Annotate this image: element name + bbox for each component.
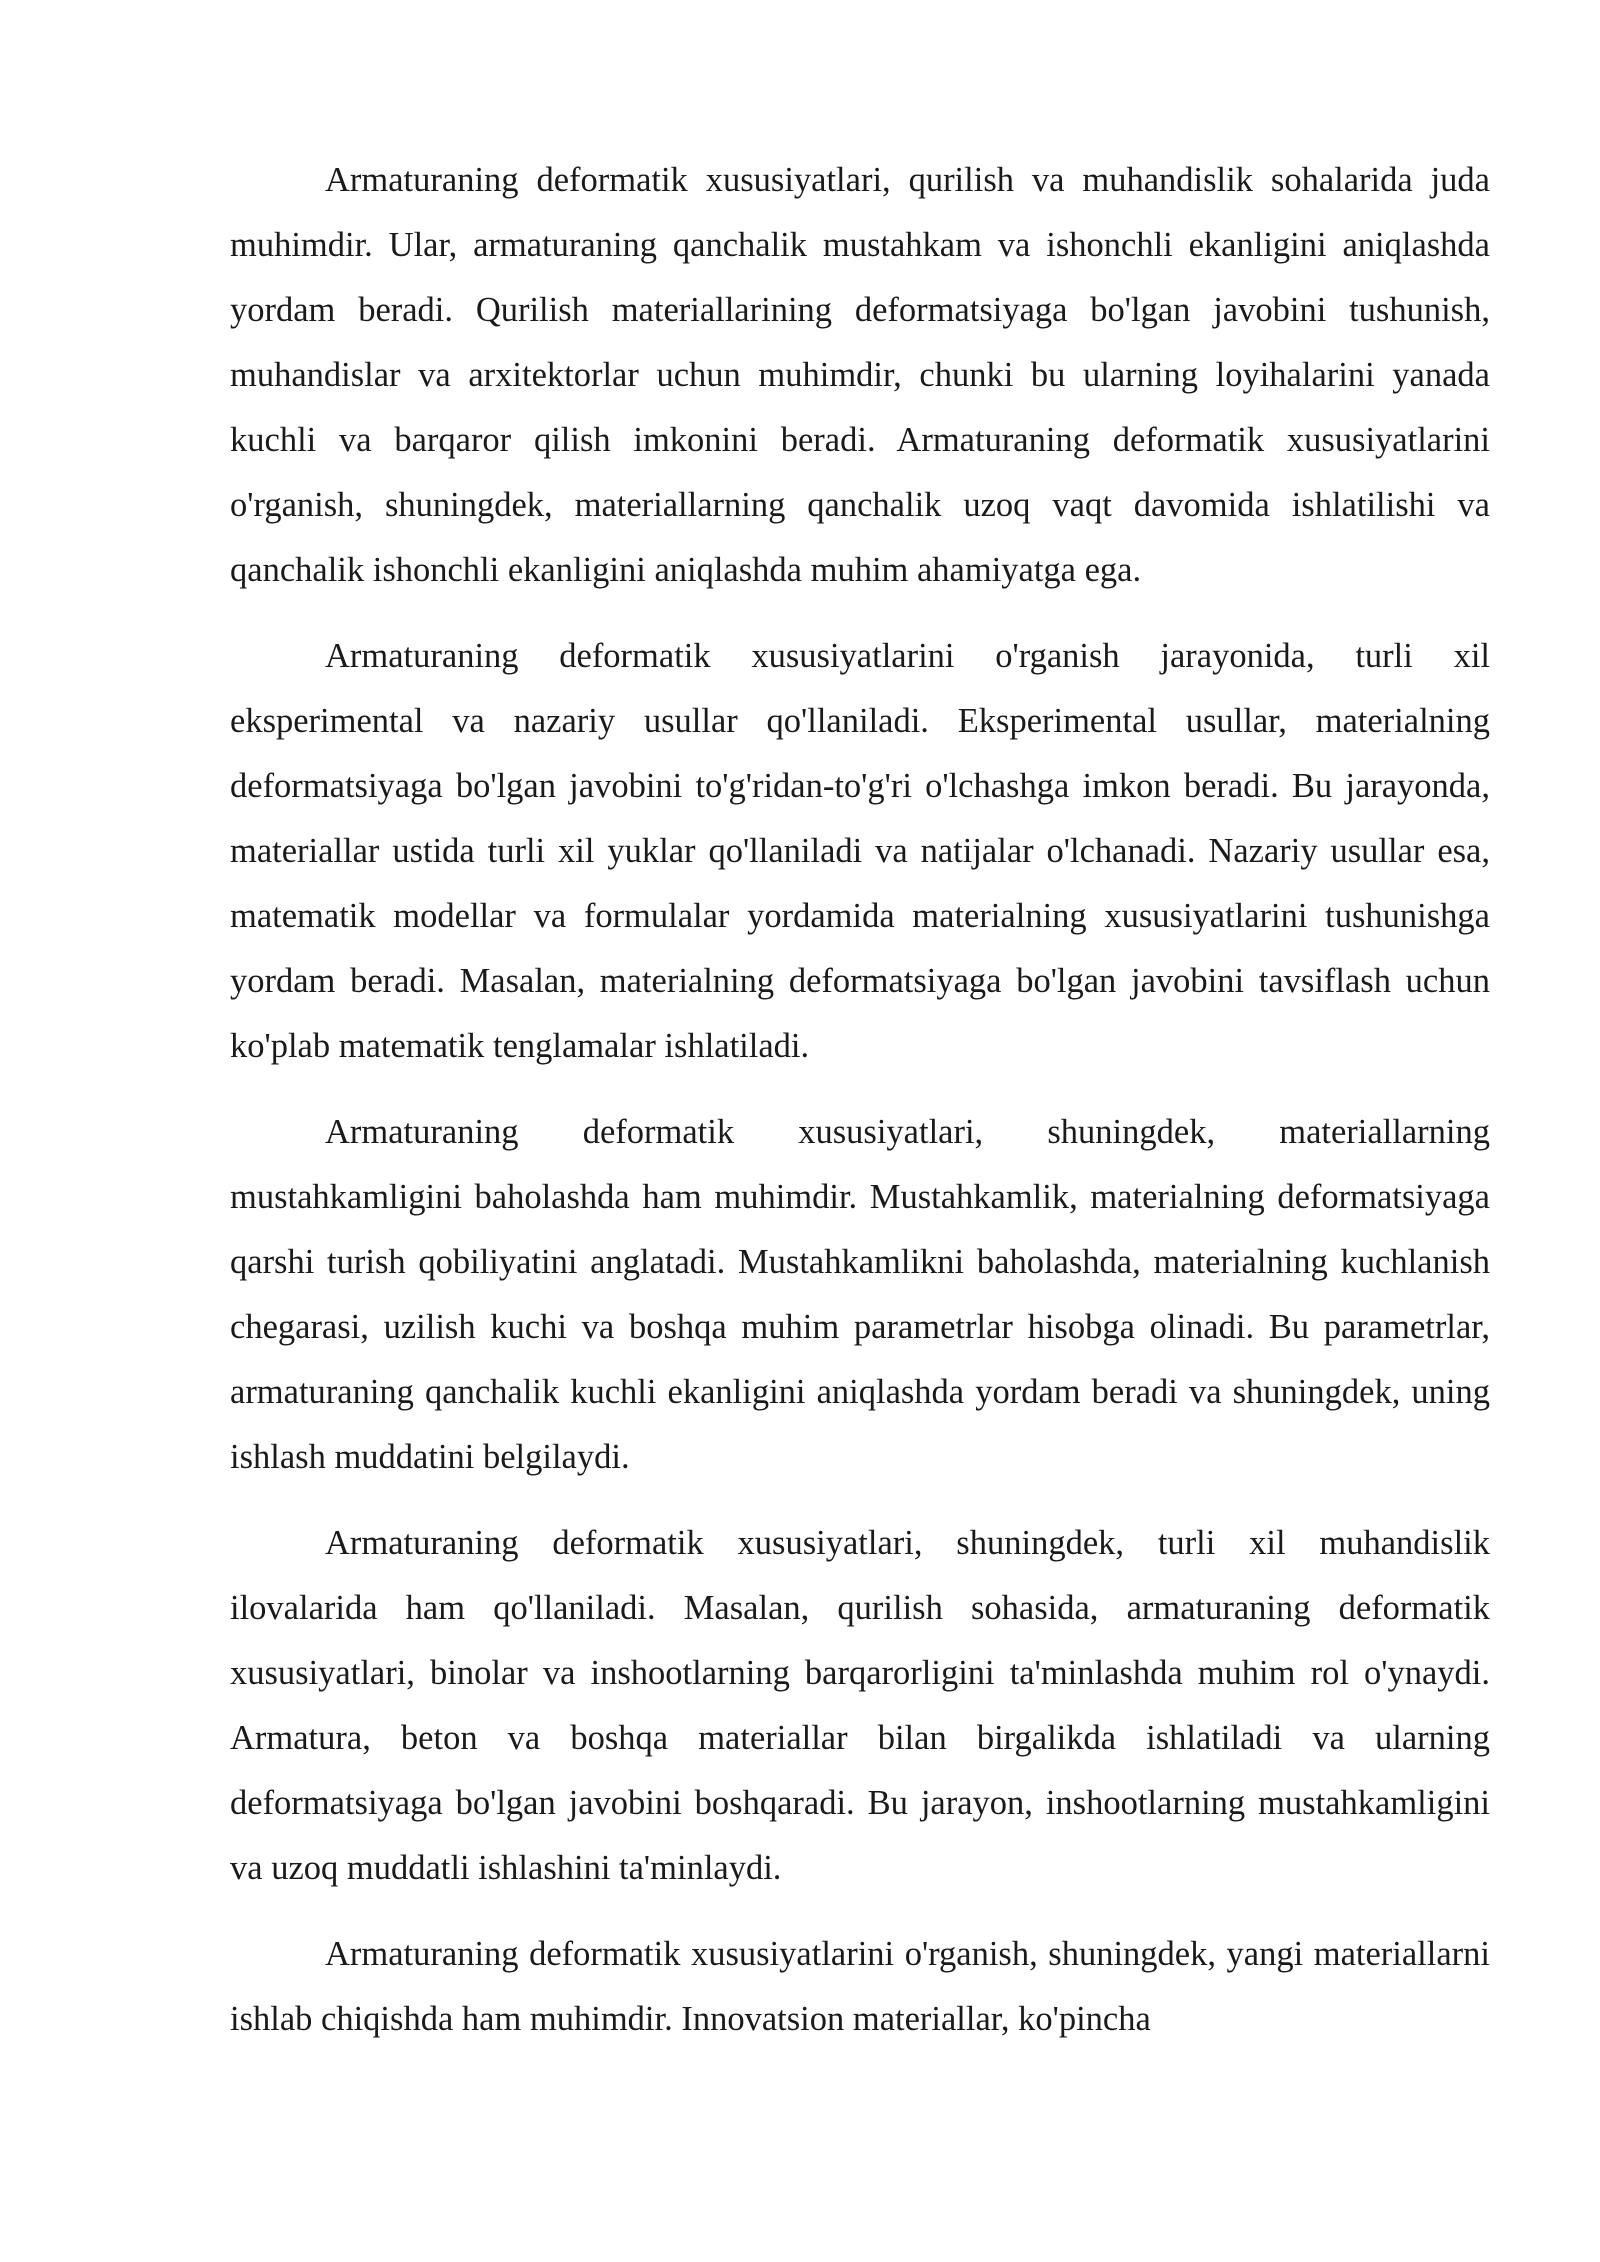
paragraph-4: Armaturaning deformatik xususiyatlari, shuningdek, turli xil muhandislik ilovalarida ham qo'llaniladi. Masalan, qurilish sohasida, armaturaning deformatik xususiyatlari, binolar va inshootlarning barqarorligini ta'minlashda muhim rol o'ynaydi. Armatura, beton va boshqa materiallar bilan birgalikda ishlatiladi va ularning deformatsiyaga bo'lgan javobini boshqaradi. Bu jarayon, inshootlarning mustahkamligini va uzoq muddatli ishlashini ta'minlaydi. (230, 1524, 1490, 1887)
paragraph-1: Armaturaning deformatik xususiyatlari, qurilish va muhandislik sohalarida juda muhimdir. Ular, armaturaning qanchalik mustahkam va ishonchli ekanligini aniqlashda yordam beradi. Qurilish materiallarining deformatsiyaga bo'lgan javobini tushunish, muhandislar va arxitektorlar uchun muhimdir, chunki bu ularning loyihalarini yanada kuchli va barqaror qilish imkonini beradi. Armaturaning deformatik xususiyatlarini o'rganish, shuningdek, materiallarning qanchalik uzoq vaqt davomida ishlatilishi va qanchalik ishonchli ekanligini aniqlashda muhim ahamiyatga ega. (230, 161, 1490, 589)
paragraph-5: Armaturaning deformatik xususiyatlarini o'rganish, shuningdek, yangi materiallarni ishlab chiqishda ham muhimdir. Innovatsion materiallar, ko'pincha (230, 1935, 1490, 2038)
paragraph-3: Armaturaning deformatik xususiyatlari, shuningdek, materiallarning mustahkamligini baholashda ham muhimdir. Mustahkamlik, materialning deformatsiyaga qarshi turish qobiliyatini anglatadi. Mustahkamlikni baholashda, materialning kuchlanish chegarasi, uzilish kuchi va boshqa muhim parametrlar hisobga olinadi. Bu parametrlar, armaturaning qanchalik kuchli ekanligini aniqlashda yordam beradi va shuningdek, uning ishlash muddatini belgilaydi. (230, 1113, 1490, 1476)
document-body (230, 148, 1490, 2073)
paragraph-2: Armaturaning deformatik xususiyatlarini o'rganish jarayonida, turli xil eksperimental va nazariy usullar qo'llaniladi. Eksperimental usullar, materialning deformatsiyaga bo'lgan javobini to'g'ridan-to'g'ri o'lchashga imkon beradi. Bu jarayonda, materiallar ustida turli xil yuklar qo'llaniladi va natijalar o'lchanadi. Nazariy usullar esa, matematik modellar va formulalar yordamida materialning xususiyatlarini tushunishga yordam beradi. Masalan, materialning deformatsiyaga bo'lgan javobini tavsiflash uchun ko'plab matematik tenglamalar ishlatiladi. (230, 637, 1490, 1065)
